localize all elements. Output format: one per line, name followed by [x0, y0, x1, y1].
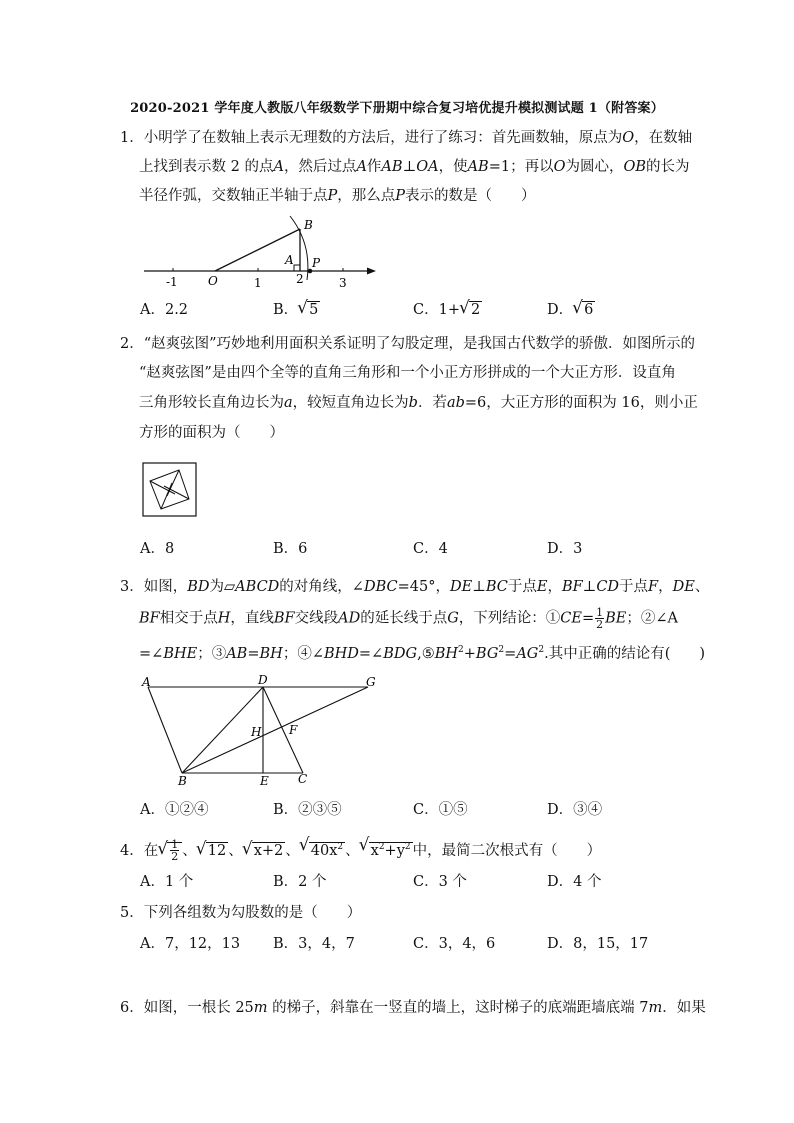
q1-option-d[interactable]: D．√ 6 — [547, 300, 595, 320]
q3-option-a[interactable]: A．①②④ — [140, 802, 209, 818]
q5-option-c[interactable]: C．3，4，6 — [413, 936, 496, 952]
q1-tick-2: 2 — [296, 272, 304, 286]
q4-option-d[interactable]: D．4 个 — [547, 874, 602, 890]
q3-label-G: G — [366, 675, 376, 689]
q3-label-H: H — [251, 725, 262, 739]
q3-label-A: A — [142, 675, 151, 689]
q3-line-2: BF相交于点H，直线BF交线段AD的延长线于点G，下列结论：①CE= $\frac{1}{2}$ BE；②∠A — [139, 606, 679, 631]
q2-line-2: “赵爽弦图”是由四个全等的直角三角形和一个小正方形拼成的一个大正方形．设直角 — [139, 365, 676, 381]
q5-line-1: 5．下列各组数为勾股数的是（ ） — [120, 905, 362, 921]
q2-line-1: 2．“赵爽弦图”巧妙地利用面积关系证明了勾股定理，是我国古代数学的骄傲．如图所示的 — [120, 336, 696, 352]
q1-line-1: 1．小明学了在数轴上表示无理数的方法后，进行了练习：首先画数轴，原点为O，在数轴 — [120, 130, 693, 146]
q4-option-a[interactable]: A．1 个 — [140, 874, 194, 890]
q1-line-3: 半径作弧，交数轴正半轴于点P，那么点P表示的数是（ ） — [139, 188, 536, 204]
q3-line-3: =∠BHE；③AB=BH；$④\angle BHD=\angle BDG,⑤BH^2+BG^2=AG^2$.其中正确的结论有( ) — [139, 645, 706, 662]
q3-label-E: E — [260, 774, 269, 788]
q1-option-b[interactable]: B．√ 5 — [273, 300, 320, 320]
q2-line-4: 方形的面积为（ ） — [139, 425, 284, 441]
q1-option-a[interactable]: A．2.2 — [140, 302, 189, 318]
q1-line-2: 上找到表示数 2 的点A，然后过点A作AB⊥OA，使AB=1；再以O为圆心，OB的长为 — [139, 159, 690, 175]
page-title: 2020-2021 学年度人教版八年级数学下册期中综合复习培优提升模拟测试题 1（附答案） — [130, 101, 664, 116]
q3-line-1: 3．如图，BD为▱ABCD的对角线，∠DBC=45°，DE⊥BC于点E，BF⊥CD于点F，DE、 — [120, 579, 710, 595]
q1-tick--1: -1 — [166, 275, 178, 289]
q4-option-c[interactable]: C．3 个 — [413, 874, 467, 890]
q2-option-a[interactable]: A．8 — [140, 541, 175, 557]
q2-line-3: 三角形较长直角边长为a，较短直角边长为b．若ab=6，大正方形的面积为 16，则小正 — [139, 395, 698, 411]
q2-option-c[interactable]: C．4 — [413, 541, 448, 557]
q1-option-c[interactable]: C．1+√ 2 — [413, 300, 482, 320]
q3-option-d[interactable]: D．③④ — [547, 802, 603, 818]
q6-line-1: 6．如图，一根长 25m 的梯子，斜靠在一竖直的墙上，这时梯子的底端距墙底端 7m．如果 — [120, 1000, 706, 1016]
q5-option-b[interactable]: B．3，4，7 — [273, 936, 355, 952]
q5-option-a[interactable]: A．7，12，13 — [140, 936, 241, 952]
q1-number-line-figure — [140, 214, 380, 290]
q1-tick-3: 3 — [339, 276, 347, 290]
q1-label-A: A — [285, 253, 294, 267]
q2-option-d[interactable]: D．3 — [547, 541, 583, 557]
q3-label-B: B — [178, 774, 187, 788]
q3-option-c[interactable]: C．①⑤ — [413, 802, 468, 818]
q1-label-O: O — [208, 274, 218, 288]
q5-option-d[interactable]: D．8，15，17 — [547, 936, 649, 952]
q3-label-C: C — [298, 772, 308, 786]
q2-option-b[interactable]: B．6 — [273, 541, 308, 557]
q4-line-1: 4．在 √ $\frac{1}{2}$ 、√ 12 、√ x+2 、√ $40x^2$ 、√ $x^2+y^2$ 中，最简二次根式有（ ） — [120, 834, 601, 864]
q3-label-D: D — [258, 673, 268, 687]
q1-tick-1: 1 — [254, 276, 262, 290]
zhao-shuang-chord-figure — [142, 462, 198, 518]
q4-option-b[interactable]: B．2 个 — [273, 874, 327, 890]
q3-label-F: F — [289, 723, 298, 737]
q1-label-P: P — [312, 256, 321, 270]
q3-parallelogram-figure — [138, 672, 388, 790]
fraction-one-half: $\frac{1}{2}$ — [596, 606, 604, 631]
q3-option-b[interactable]: B．②③⑤ — [273, 802, 342, 818]
q1-label-B: B — [304, 218, 313, 232]
